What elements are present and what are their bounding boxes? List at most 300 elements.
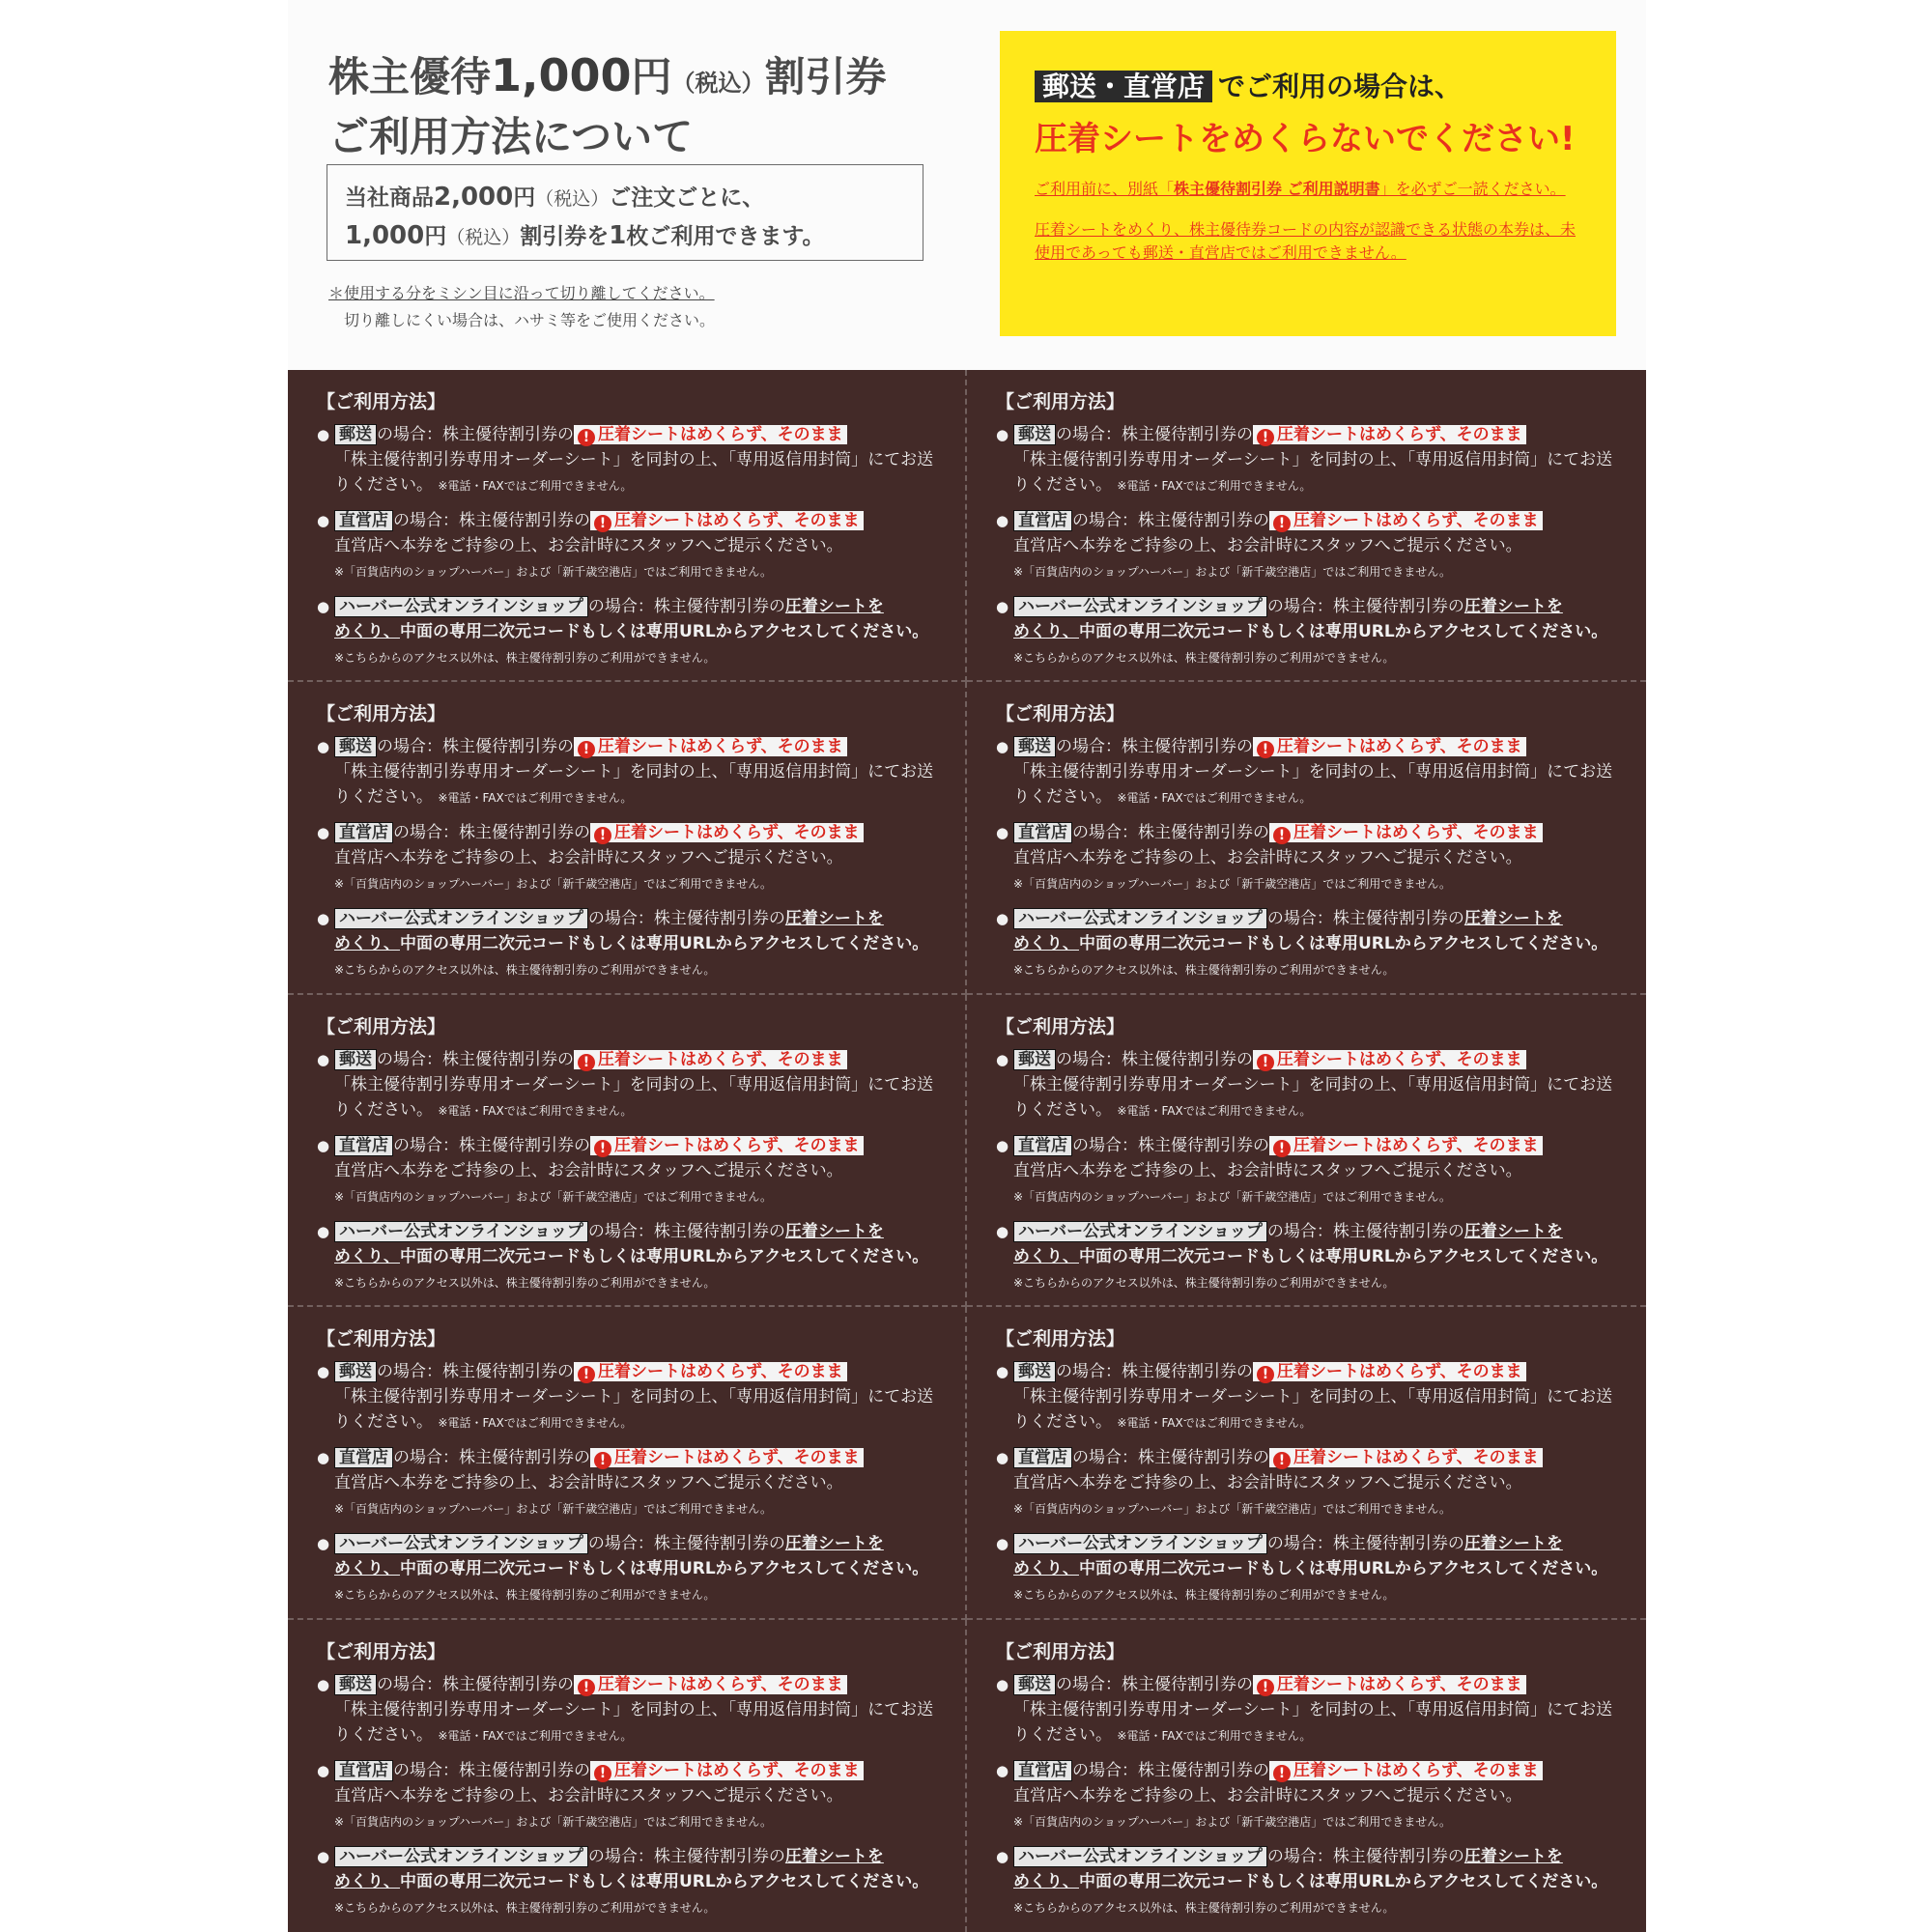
store-note: ※「百貨店内のショップハーバー」および「新千歳空港店」ではご利用できません。 xyxy=(334,1502,772,1517)
rule-amount-2: 1,000 xyxy=(345,221,425,250)
red-warning-text: 圧着シートはめくらず、そのまま xyxy=(1277,737,1522,757)
bullet-icon: ● xyxy=(317,1675,330,1693)
exclamation-icon: ! xyxy=(1273,1452,1291,1469)
exclamation-icon: ! xyxy=(594,1140,611,1157)
bullet-icon: ● xyxy=(317,1847,330,1865)
bullet-icon: ● xyxy=(996,910,1009,928)
online-text: の場合：株主優待割引券の xyxy=(587,1534,785,1554)
rule-yen-2: 円 xyxy=(424,224,447,249)
coupon-1-right[interactable] xyxy=(967,370,1646,682)
method-online xyxy=(996,906,1617,982)
online-text-emph: 圧着シートを xyxy=(1463,1534,1563,1554)
mail-note: ※電話・FAXではご利用できません。 xyxy=(1117,791,1312,806)
bullet-icon: ● xyxy=(996,1449,1009,1467)
mail-tag: 郵送 xyxy=(334,424,377,445)
mail-text-2: 「株主優待割引券専用オーダーシート」を同封の上、「専用返信用封筒」にてお送りください。 xyxy=(1013,1699,1613,1745)
mail-text: の場合：株主優待割引券の xyxy=(1056,1049,1253,1069)
store-note: ※「百貨店内のショップハーバー」および「新千歳空港店」ではご利用できません。 xyxy=(334,565,772,579)
store-text: の場合：株主優待割引券の xyxy=(1072,1448,1269,1468)
title-text: 株主優待 xyxy=(328,53,492,100)
method-store xyxy=(317,508,936,584)
online-text-emph: 圧着シートを xyxy=(784,1846,884,1866)
online-text-emph: 圧着シートを xyxy=(1463,597,1563,616)
online-text-emph: 圧着シートを xyxy=(1463,1221,1563,1241)
store-text: の場合：株主優待割引券の xyxy=(1072,1760,1269,1780)
bullet-icon: ● xyxy=(317,1449,330,1467)
online-text-2: 中面の専用二次元コードもしくは専用URLからアクセスしてください。 xyxy=(1079,1246,1608,1266)
method-store xyxy=(996,1445,1617,1521)
red-warning xyxy=(1253,425,1526,444)
online-text-emph: 圧着シートを xyxy=(1463,909,1563,929)
title-amount: 1,000 xyxy=(491,49,632,101)
bullet-icon: ● xyxy=(996,598,1009,615)
red-warning-text: 圧着シートはめくらず、そのまま xyxy=(1293,1760,1539,1780)
red-warning xyxy=(590,1136,864,1155)
online-text-2: 中面の専用二次元コードもしくは専用URLからアクセスしてください。 xyxy=(1079,1871,1608,1891)
red-warning xyxy=(574,737,847,756)
online-text-emph-2: めくり、 xyxy=(334,1246,400,1266)
bullet-icon: ● xyxy=(317,512,330,529)
coupon-heading: 【ご利用方法】 xyxy=(317,703,446,725)
store-tag: 直営店 xyxy=(1013,1760,1072,1781)
online-text-emph-2: めくり、 xyxy=(334,934,400,954)
bullet-icon: ● xyxy=(317,1136,330,1154)
store-text-2: 直営店へ本券をご持参の上、お会計時にスタッフへご提示ください。 xyxy=(334,1473,843,1493)
cut-note-1: ＊使用する分をミシン目に沿って切り離してください。 xyxy=(328,284,715,302)
online-note: ※こちらからのアクセス以外は、株主優待割引券のご利用ができません。 xyxy=(1013,963,1395,978)
online-note: ※こちらからのアクセス以外は、株主優待割引券のご利用ができません。 xyxy=(1013,1588,1395,1603)
mail-note: ※電話・FAXではご利用できません。 xyxy=(1117,1416,1312,1431)
method-store xyxy=(996,508,1617,584)
rule-line-1 xyxy=(345,179,905,217)
method-mail xyxy=(996,1047,1617,1123)
mail-text: の場合：株主優待割引券の xyxy=(377,425,574,444)
store-text: の場合：株主優待割引券の xyxy=(1072,1135,1269,1155)
method-mail xyxy=(996,734,1617,810)
method-online xyxy=(996,1844,1617,1920)
mail-note: ※電話・FAXではご利用できません。 xyxy=(1117,1103,1312,1118)
exclamation-icon: ! xyxy=(594,1452,611,1469)
online-text-2: 中面の専用二次元コードもしくは専用URLからアクセスしてください。 xyxy=(1079,1559,1608,1579)
online-text-emph-2: めくり、 xyxy=(1013,1871,1079,1891)
store-note: ※「百貨店内のショップハーバー」および「新千歳空港店」ではご利用できません。 xyxy=(334,1189,772,1204)
title-tax: （税込） xyxy=(671,70,765,97)
online-tag: ハーバー公式オンラインショップ xyxy=(334,1846,588,1867)
online-tag: ハーバー公式オンラインショップ xyxy=(334,596,588,617)
coupon-3-left[interactable] xyxy=(288,995,967,1307)
method-mail xyxy=(317,422,936,498)
coupon-4-right[interactable] xyxy=(967,1307,1646,1619)
cut-instructions xyxy=(328,280,927,334)
online-text-emph-2: めくり、 xyxy=(1013,1559,1079,1579)
online-text-emph: 圧着シートを xyxy=(784,597,884,616)
red-warning-text: 圧着シートはめくらず、そのまま xyxy=(614,823,860,843)
coupon-heading: 【ご利用方法】 xyxy=(996,1640,1125,1662)
store-note: ※「百貨店内のショップハーバー」および「新千歳空港店」ではご利用できません。 xyxy=(334,1814,772,1829)
red-warning xyxy=(574,1050,847,1069)
store-tag: 直営店 xyxy=(1013,822,1072,843)
coupon-grid xyxy=(288,370,1646,1932)
online-text: の場合：株主優待割引券の xyxy=(1266,909,1464,929)
exclamation-icon: ! xyxy=(1257,1679,1274,1696)
rule-tax-2: （税込） xyxy=(446,227,521,248)
online-text: の場合：株主優待割引券の xyxy=(1266,1846,1464,1866)
coupon-heading: 【ご利用方法】 xyxy=(996,703,1125,725)
method-store xyxy=(317,1758,936,1834)
online-tag: ハーバー公式オンラインショップ xyxy=(1013,908,1267,929)
online-note: ※こちらからのアクセス以外は、株主優待割引券のご利用ができません。 xyxy=(1013,1900,1395,1915)
online-note: ※こちらからのアクセス以外は、株主優待割引券のご利用ができません。 xyxy=(334,963,716,978)
bullet-icon: ● xyxy=(317,1363,330,1381)
rule-yen: 円 xyxy=(513,185,536,211)
exclamation-icon: ! xyxy=(1273,1765,1291,1782)
bullet-icon: ● xyxy=(996,1847,1009,1865)
method-online xyxy=(317,594,936,670)
bullet-icon: ● xyxy=(996,1050,1009,1068)
bullet-icon: ● xyxy=(996,824,1009,842)
method-mail xyxy=(317,734,936,810)
warning-note-text: ご利用前に、別紙「 xyxy=(1035,180,1175,198)
method-store xyxy=(317,1445,936,1521)
rule-line-2 xyxy=(345,217,905,256)
red-warning-text: 圧着シートはめくらず、そのまま xyxy=(1293,511,1539,530)
bullet-icon: ● xyxy=(317,1050,330,1068)
online-text: の場合：株主優待割引券の xyxy=(587,1846,785,1866)
method-store xyxy=(996,820,1617,896)
bullet-icon: ● xyxy=(317,824,330,842)
store-note: ※「百貨店内のショップハーバー」および「新千歳空港店」ではご利用できません。 xyxy=(1013,1189,1451,1204)
mail-note: ※電話・FAXではご利用できません。 xyxy=(438,479,633,493)
warning-headline: 圧着シートをめくらないでください! xyxy=(1035,120,1576,158)
mail-tag: 郵送 xyxy=(1013,736,1056,757)
mail-text: の場合：株主優待割引券の xyxy=(1056,425,1253,444)
warning-line-3 xyxy=(1035,178,1581,201)
mail-note: ※電話・FAXではご利用できません。 xyxy=(438,1103,633,1118)
method-mail xyxy=(317,1359,936,1435)
mail-text-2: 「株主優待割引券専用オーダーシート」を同封の上、「専用返信用封筒」にてお送りください。 xyxy=(1013,762,1613,808)
rule-text-4: 枚ご利用できます。 xyxy=(626,224,825,249)
method-online xyxy=(317,906,936,982)
mail-text: の場合：株主優待割引券の xyxy=(377,737,574,757)
online-tag: ハーバー公式オンラインショップ xyxy=(334,1221,588,1242)
red-warning-text: 圧着シートはめくらず、そのまま xyxy=(614,1135,860,1155)
coupon-heading: 【ご利用方法】 xyxy=(996,1328,1125,1350)
store-text: の場合：株主優待割引券の xyxy=(393,1760,590,1780)
coupon-heading: 【ご利用方法】 xyxy=(317,1015,446,1037)
online-text-emph-2: めくり、 xyxy=(334,622,400,641)
store-text: の場合：株主優待割引券の xyxy=(393,511,590,530)
exclamation-icon: ! xyxy=(1273,1140,1291,1157)
bullet-icon: ● xyxy=(996,426,1009,443)
red-warning xyxy=(1269,511,1543,530)
online-text-emph-2: めくり、 xyxy=(334,1559,400,1579)
coupon-heading: 【ご利用方法】 xyxy=(996,1015,1125,1037)
mail-tag: 郵送 xyxy=(1013,1674,1056,1695)
online-text-2: 中面の専用二次元コードもしくは専用URLからアクセスしてください。 xyxy=(400,622,929,641)
store-text: の場合：株主優待割引券の xyxy=(393,1135,590,1155)
store-tag: 直営店 xyxy=(334,1760,393,1781)
red-warning xyxy=(1269,1761,1543,1780)
bullet-icon: ● xyxy=(317,1222,330,1240)
mail-text-2: 「株主優待割引券専用オーダーシート」を同封の上、「専用返信用封筒」にてお送りください。 xyxy=(334,1074,934,1120)
bullet-icon: ● xyxy=(996,1535,1009,1553)
coupon-heading: 【ご利用方法】 xyxy=(317,391,446,412)
online-text-emph-2: めくり、 xyxy=(1013,1246,1079,1266)
online-tag: ハーバー公式オンラインショップ xyxy=(1013,1533,1267,1554)
store-text: の場合：株主優待割引券の xyxy=(1072,511,1269,530)
store-text-2: 直営店へ本券をご持参の上、お会計時にスタッフへご提示ください。 xyxy=(334,1160,843,1180)
online-text-2: 中面の専用二次元コードもしくは専用URLからアクセスしてください。 xyxy=(1079,622,1608,641)
store-tag: 直営店 xyxy=(1013,510,1072,531)
method-store xyxy=(996,1758,1617,1834)
mail-tag: 郵送 xyxy=(334,1361,377,1382)
store-note: ※「百貨店内のショップハーバー」および「新千歳空港店」ではご利用できません。 xyxy=(1013,565,1451,579)
red-warning xyxy=(590,511,864,530)
red-warning xyxy=(574,1362,847,1381)
exclamation-icon: ! xyxy=(594,515,611,532)
online-note: ※こちらからのアクセス以外は、株主優待割引券のご利用ができません。 xyxy=(1013,651,1395,665)
rule-count: 1 xyxy=(609,221,627,250)
method-online xyxy=(317,1844,936,1920)
red-warning-text: 圧着シートはめくらず、そのまま xyxy=(1277,425,1522,444)
rule-text: 当社商品 xyxy=(345,185,434,211)
store-tag: 直営店 xyxy=(334,1447,393,1468)
online-text: の場合：株主優待割引券の xyxy=(587,1221,785,1241)
online-text-2: 中面の専用二次元コードもしくは専用URLからアクセスしてください。 xyxy=(400,1246,929,1266)
rule-text-3: 割引券を xyxy=(520,224,610,249)
title-text-2: 割引券 xyxy=(764,53,887,100)
store-text-2: 直営店へ本券をご持参の上、お会計時にスタッフへご提示ください。 xyxy=(334,848,843,868)
mail-note: ※電話・FAXではご利用できません。 xyxy=(1117,1728,1312,1743)
mail-text-2: 「株主優待割引券専用オーダーシート」を同封の上、「専用返信用封筒」にてお送りください。 xyxy=(1013,1074,1613,1120)
mail-tag: 郵送 xyxy=(1013,424,1056,445)
rule-amount: 2,000 xyxy=(434,183,514,212)
online-text-2: 中面の専用二次元コードもしくは専用URLからアクセスしてください。 xyxy=(400,1559,929,1579)
online-text: の場合：株主優待割引券の xyxy=(1266,597,1464,616)
online-text-emph: 圧着シートを xyxy=(784,1221,884,1241)
exclamation-icon: ! xyxy=(594,827,611,844)
cut-note-2: 切り離しにくい場合は、ハサミ等をご使用ください。 xyxy=(344,311,716,329)
method-mail xyxy=(996,422,1617,498)
method-mail xyxy=(317,1672,936,1748)
red-warning-text: 圧着シートはめくらず、そのまま xyxy=(598,425,843,444)
mail-tag: 郵送 xyxy=(1013,1049,1056,1070)
store-text-2: 直営店へ本券をご持参の上、お会計時にスタッフへご提示ください。 xyxy=(1013,1473,1522,1493)
bullet-icon: ● xyxy=(996,738,1009,756)
coupon-1-left[interactable] xyxy=(288,370,967,682)
exclamation-icon: ! xyxy=(1273,515,1291,532)
exclamation-icon: ! xyxy=(578,429,595,446)
red-warning-text: 圧着シートはめくらず、そのまま xyxy=(598,1049,843,1069)
mail-tag: 郵送 xyxy=(1013,1361,1056,1382)
red-warning-text: 圧着シートはめくらず、そのまま xyxy=(598,1674,843,1694)
mail-note: ※電話・FAXではご利用できません。 xyxy=(438,1728,633,1743)
red-warning xyxy=(590,1761,864,1780)
coupon-3-right[interactable] xyxy=(967,995,1646,1307)
store-text-2: 直営店へ本券をご持参の上、お会計時にスタッフへご提示ください。 xyxy=(1013,536,1522,555)
bullet-icon: ● xyxy=(996,512,1009,529)
warning-text: でご利用の場合は、 xyxy=(1218,71,1463,102)
online-tag: ハーバー公式オンラインショップ xyxy=(1013,1221,1267,1242)
red-warning xyxy=(1269,1136,1543,1155)
store-note: ※「百貨店内のショップハーバー」および「新千歳空港店」ではご利用できません。 xyxy=(1013,1814,1451,1829)
method-store xyxy=(317,1133,936,1209)
coupon-2-right[interactable] xyxy=(967,682,1646,994)
method-online xyxy=(317,1219,936,1295)
online-note: ※こちらからのアクセス以外は、株主優待割引券のご利用ができません。 xyxy=(334,651,716,665)
online-text: の場合：株主優待割引券の xyxy=(1266,1221,1464,1241)
bullet-icon: ● xyxy=(317,1761,330,1779)
coupon-heading: 【ご利用方法】 xyxy=(317,1640,446,1662)
online-text-emph: 圧着シートを xyxy=(784,909,884,929)
red-warning xyxy=(574,1675,847,1694)
exclamation-icon: ! xyxy=(1273,827,1291,844)
warning-note-emph: 株主優待割引券 ご利用説明書 xyxy=(1174,180,1380,198)
mail-text-2: 「株主優待割引券専用オーダーシート」を同封の上、「専用返信用封筒」にてお送りください。 xyxy=(1013,1387,1613,1433)
warning-line-1 xyxy=(1035,68,1581,106)
method-online xyxy=(996,1531,1617,1607)
online-text-emph-2: めくり、 xyxy=(334,1871,400,1891)
warning-box xyxy=(1000,31,1616,336)
store-text-2: 直営店へ本券をご持参の上、お会計時にスタッフへご提示ください。 xyxy=(1013,1160,1522,1180)
rule-tax: （税込） xyxy=(535,188,610,210)
mail-tag: 郵送 xyxy=(334,1049,377,1070)
bullet-icon: ● xyxy=(996,1136,1009,1154)
red-warning xyxy=(574,425,847,444)
store-text-2: 直営店へ本券をご持参の上、お会計時にスタッフへご提示ください。 xyxy=(1013,848,1522,868)
online-tag: ハーバー公式オンラインショップ xyxy=(1013,596,1267,617)
coupon-heading: 【ご利用方法】 xyxy=(317,1328,446,1350)
online-tag: ハーバー公式オンラインショップ xyxy=(1013,1846,1267,1867)
store-tag: 直営店 xyxy=(334,510,393,531)
red-warning-text: 圧着シートはめくらず、そのまま xyxy=(614,1760,860,1780)
method-online xyxy=(317,1531,936,1607)
store-text-2: 直営店へ本券をご持参の上、お会計時にスタッフへご提示ください。 xyxy=(334,1785,843,1805)
red-warning-text: 圧着シートはめくらず、そのまま xyxy=(1277,1049,1522,1069)
method-online xyxy=(996,1219,1617,1295)
store-tag: 直営店 xyxy=(1013,1135,1072,1156)
exclamation-icon: ! xyxy=(578,1679,595,1696)
red-warning xyxy=(1253,737,1526,756)
online-text-emph-2: めくり、 xyxy=(1013,622,1079,641)
mail-text: の場合：株主優待割引券の xyxy=(377,1049,574,1069)
mail-text-2: 「株主優待割引券専用オーダーシート」を同封の上、「専用返信用封筒」にてお送りください。 xyxy=(334,762,934,808)
red-warning-text: 圧着シートはめくらず、そのまま xyxy=(614,1448,860,1468)
mail-text-2: 「株主優待割引券専用オーダーシート」を同封の上、「専用返信用封筒」にてお送りください。 xyxy=(334,1387,934,1433)
bullet-icon: ● xyxy=(996,1761,1009,1779)
exclamation-icon: ! xyxy=(578,1054,595,1071)
store-tag: 直営店 xyxy=(334,1135,393,1156)
red-warning-text: 圧着シートはめくらず、そのまま xyxy=(598,737,843,757)
store-text: の場合：株主優待割引券の xyxy=(393,1448,590,1468)
coupon-2-left[interactable] xyxy=(288,682,967,994)
online-text: の場合：株主優待割引券の xyxy=(587,909,785,929)
mail-note: ※電話・FAXではご利用できません。 xyxy=(1117,479,1312,493)
mail-text-2: 「株主優待割引券専用オーダーシート」を同封の上、「専用返信用封筒」にてお送りください。 xyxy=(334,1699,934,1745)
exclamation-icon: ! xyxy=(578,1366,595,1383)
red-warning-text: 圧着シートはめくらず、そのまま xyxy=(1277,1674,1522,1694)
coupon-heading: 【ご利用方法】 xyxy=(996,391,1125,412)
red-warning xyxy=(1269,823,1543,842)
online-text-emph-2: めくり、 xyxy=(1013,934,1079,954)
mail-text: の場合：株主優待割引券の xyxy=(1056,1674,1253,1694)
store-tag: 直営店 xyxy=(1013,1447,1072,1468)
bullet-icon: ● xyxy=(317,426,330,443)
online-tag: ハーバー公式オンラインショップ xyxy=(334,908,588,929)
store-text-2: 直営店へ本券をご持参の上、お会計時にスタッフへご提示ください。 xyxy=(1013,1785,1522,1805)
online-note: ※こちらからのアクセス以外は、株主優待割引券のご利用ができません。 xyxy=(334,1275,716,1290)
red-warning-text: 圧着シートはめくらず、そのまま xyxy=(1277,1362,1522,1382)
warning-note-text-2: 」を必ずご一読ください。 xyxy=(1379,180,1566,198)
online-text-emph: 圧着シートを xyxy=(1463,1846,1563,1866)
title-line-2: ご利用方法について xyxy=(328,113,694,160)
online-text-2: 中面の専用二次元コードもしくは専用URLからアクセスしてください。 xyxy=(400,934,929,954)
store-note: ※「百貨店内のショップハーバー」および「新千歳空港店」ではご利用できません。 xyxy=(334,877,772,892)
red-warning xyxy=(1269,1448,1543,1467)
mail-text: の場合：株主優待割引券の xyxy=(1056,1362,1253,1382)
bullet-icon: ● xyxy=(996,1675,1009,1693)
mail-text: の場合：株主優待割引券の xyxy=(1056,737,1253,757)
exclamation-icon: ! xyxy=(1257,429,1274,446)
red-warning-text: 圧着シートはめくらず、そのまま xyxy=(1293,823,1539,843)
method-online xyxy=(996,594,1617,670)
usage-rule-box xyxy=(327,164,923,261)
mail-note: ※電話・FAXではご利用できません。 xyxy=(438,791,633,806)
online-note: ※こちらからのアクセス以外は、株主優待割引券のご利用ができません。 xyxy=(334,1900,716,1915)
online-note: ※こちらからのアクセス以外は、株主優待割引券のご利用ができません。 xyxy=(1013,1275,1395,1290)
red-warning-text: 圧着シートはめくらず、そのまま xyxy=(598,1362,843,1382)
red-warning xyxy=(1253,1675,1526,1694)
coupon-4-left[interactable] xyxy=(288,1307,967,1619)
exclamation-icon: ! xyxy=(594,1765,611,1782)
online-text: の場合：株主優待割引券の xyxy=(1266,1534,1464,1554)
mail-note: ※電話・FAXではご利用できません。 xyxy=(438,1416,633,1431)
bullet-icon: ● xyxy=(996,1222,1009,1240)
exclamation-icon: ! xyxy=(1257,741,1274,758)
store-text-2: 直営店へ本券をご持参の上、お会計時にスタッフへご提示ください。 xyxy=(334,536,843,555)
mail-tag: 郵送 xyxy=(334,1674,377,1695)
method-mail xyxy=(996,1359,1617,1435)
red-warning-text: 圧着シートはめくらず、そのまま xyxy=(614,511,860,530)
mail-tag: 郵送 xyxy=(334,736,377,757)
online-text-emph: 圧着シートを xyxy=(784,1534,884,1554)
red-warning xyxy=(1253,1362,1526,1381)
mail-text-2: 「株主優待割引券専用オーダーシート」を同封の上、「専用返信用封筒」にてお送りください。 xyxy=(334,450,934,495)
bullet-icon: ● xyxy=(317,910,330,928)
store-note: ※「百貨店内のショップハーバー」および「新千歳空港店」ではご利用できません。 xyxy=(1013,877,1451,892)
coupon-5-left[interactable] xyxy=(288,1620,967,1932)
coupon-5-right[interactable] xyxy=(967,1620,1646,1932)
bullet-icon: ● xyxy=(996,1363,1009,1381)
exclamation-icon: ! xyxy=(1257,1366,1274,1383)
method-mail xyxy=(317,1047,936,1123)
store-text: の場合：株主優待割引券の xyxy=(393,823,590,843)
exclamation-icon: ! xyxy=(578,741,595,758)
rule-text-2: ご注文ごとに、 xyxy=(609,185,765,211)
bullet-icon: ● xyxy=(317,738,330,756)
online-tag: ハーバー公式オンラインショップ xyxy=(334,1533,588,1554)
bullet-icon: ● xyxy=(317,598,330,615)
online-note: ※こちらからのアクセス以外は、株主優待割引券のご利用ができません。 xyxy=(334,1588,716,1603)
title-line-1 xyxy=(328,48,947,110)
mail-text-2: 「株主優待割引券専用オーダーシート」を同封の上、「専用返信用封筒」にてお送りください。 xyxy=(1013,450,1613,495)
red-warning xyxy=(1253,1050,1526,1069)
store-text: の場合：株主優待割引券の xyxy=(1072,823,1269,843)
online-text: の場合：株主優待割引券の xyxy=(587,597,785,616)
method-mail xyxy=(996,1672,1617,1748)
method-store xyxy=(996,1133,1617,1209)
mail-text: の場合：株主優待割引券の xyxy=(377,1362,574,1382)
